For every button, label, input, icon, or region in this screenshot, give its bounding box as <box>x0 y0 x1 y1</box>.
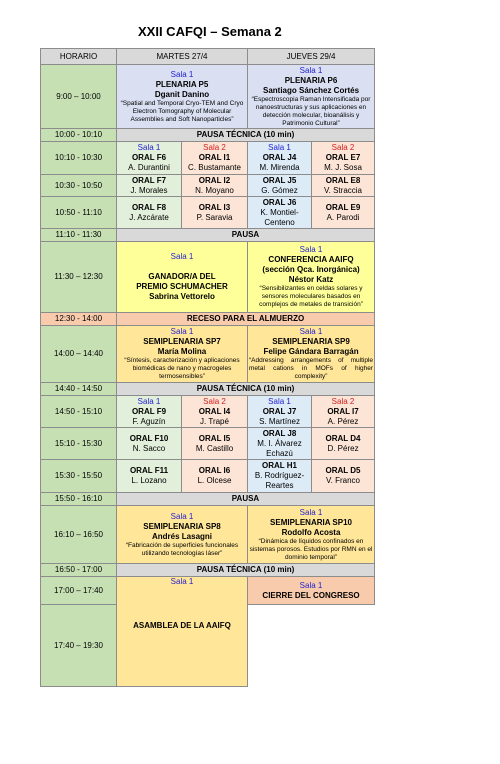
break-cell: PAUSA TÉCNICA (10 min) <box>117 564 375 577</box>
talk-code: ORAL I1 <box>198 153 231 162</box>
oral-cell <box>117 396 182 428</box>
semiplenary-sp7-cell <box>117 326 248 383</box>
plenary-p6-cell <box>248 65 375 129</box>
table-row <box>41 460 375 493</box>
schedule-table <box>40 48 375 687</box>
header-horario: HORARIO <box>41 49 117 65</box>
time-cell: 16:50 - 17:00 <box>41 564 117 577</box>
speaker-name: Felipe Gándara Barragán <box>263 347 359 356</box>
talk-code: ORAL H1 <box>262 461 297 470</box>
session-title: PLENARIA P6 <box>284 75 338 85</box>
talk-code: ORAL E9 <box>325 202 361 212</box>
speaker-name: L. Lozano <box>131 476 167 485</box>
oral-cell <box>117 428 182 460</box>
time-cell: 11:30 – 12:30 <box>41 242 117 313</box>
talk-code: ORAL J8 <box>262 428 297 438</box>
oral-cell <box>117 197 182 229</box>
header-row <box>41 49 375 65</box>
talk-code: ORAL F9 <box>131 406 167 416</box>
time-cell: 17:00 – 17:40 <box>41 577 117 605</box>
time-cell: 9:00 – 10:00 <box>41 65 117 129</box>
empty-cell <box>248 605 375 687</box>
talk-code: ORAL I4 <box>198 406 231 416</box>
table-row <box>41 564 375 577</box>
oral-cell <box>182 175 248 197</box>
time-cell: 10:00 - 10:10 <box>41 129 117 142</box>
aaifq-conference-cell <box>248 242 375 313</box>
speaker-name: María Molina <box>157 347 207 356</box>
talk-code: ORAL D4 <box>325 433 361 443</box>
speaker-name: Néstor Katz <box>288 275 334 284</box>
semiplenary-sp8-cell <box>117 506 248 564</box>
speaker-name: N. Moyano <box>195 185 234 195</box>
plenary-p5-cell <box>117 65 248 129</box>
oral-cell <box>312 142 375 175</box>
session-title: SEMIPLENARIA SP9 <box>272 337 350 346</box>
room-label: Sala 2 <box>203 143 226 152</box>
speaker-name: J. Azcárate <box>129 212 169 222</box>
header-day-1: MARTES 27/4 <box>117 49 248 65</box>
room-label: Sala 1 <box>170 252 194 261</box>
room-label: Sala 1 <box>268 143 291 152</box>
table-row <box>41 506 375 564</box>
speaker-name: M. J. Sosa <box>324 163 362 172</box>
talk-code: ORAL J5 <box>262 175 297 185</box>
speaker-name: M. Mirenda <box>259 163 300 172</box>
assembly-cell <box>117 577 248 687</box>
lunch-cell: RECESO PARA EL ALMUERZO <box>117 313 375 326</box>
oral-cell <box>248 428 312 460</box>
time-cell: 14:50 - 15:10 <box>41 396 117 428</box>
oral-cell <box>312 460 375 493</box>
oral-cell <box>182 396 248 428</box>
time-cell: 15:50 - 16:10 <box>41 493 117 506</box>
session-title: PLENARIA P5 <box>155 79 209 89</box>
talk-title: “Spatial and Temporal Cryo-TEM and Cryo Electron Tomography of Molecular Assemblies and Soft Nanoparticles” <box>120 99 244 123</box>
table-row <box>41 229 375 242</box>
talk-code: ORAL J7 <box>262 406 297 416</box>
table-row <box>41 577 375 605</box>
talk-code: ORAL J6 <box>262 197 297 207</box>
speaker-name: S. Martínez <box>259 416 300 426</box>
page-title: XXII CAFQI – Semana 2 <box>138 24 282 39</box>
room-label: Sala 1 <box>299 65 323 75</box>
speaker-name: N. Sacco <box>132 443 166 453</box>
oral-cell <box>312 175 375 197</box>
speaker-name: G. Gómez <box>261 185 298 195</box>
oral-cell <box>248 460 312 493</box>
time-cell: 15:30 - 15:50 <box>41 460 117 493</box>
talk-title: “Sensibilizantes en celdas solares y sensores moleculares basados en complejos de metales de transición” <box>259 285 363 308</box>
table-row <box>41 129 375 142</box>
room-label: Sala 1 <box>170 511 194 521</box>
speaker-name: Sabrina Vettorelo <box>149 292 215 301</box>
speaker-name: A. Parodi <box>326 212 360 222</box>
time-cell: 10:50 - 11:10 <box>41 197 117 229</box>
talk-code: ORAL F7 <box>131 175 167 185</box>
header-day-2: JUEVES 29/4 <box>248 49 375 65</box>
time-cell: 17:40 – 19:30 <box>41 605 117 687</box>
oral-cell <box>117 175 182 197</box>
session-title: PREMIO SCHUMACHER <box>136 282 228 291</box>
time-cell: 16:10 – 16:50 <box>41 506 117 564</box>
speaker-name: B. Rodríguez-Reartes <box>254 471 305 490</box>
talk-code: ORAL J4 <box>262 153 297 162</box>
oral-cell <box>312 396 375 428</box>
talk-code: ORAL D5 <box>325 466 361 475</box>
semiplenary-sp9-cell <box>248 326 375 383</box>
speaker-name: D. Pérez <box>327 443 359 453</box>
table-row <box>41 396 375 428</box>
time-cell: 11:10 - 11:30 <box>41 229 117 242</box>
talk-title: “Fabricación de superficies funcionales utilizando tecnologías láser” <box>125 541 239 557</box>
speaker-name: J. Trapé <box>200 416 229 426</box>
oral-cell <box>182 197 248 229</box>
oral-cell <box>248 396 312 428</box>
room-label: Sala 1 <box>170 577 194 586</box>
session-title: CONFERENCIA AAIFQ <box>268 255 354 264</box>
time-cell: 10:30 - 10:50 <box>41 175 117 197</box>
talk-code: ORAL I3 <box>198 202 231 212</box>
session-title: SEMIPLENARIA SP10 <box>270 517 352 527</box>
break-cell: PAUSA <box>117 493 375 506</box>
session-title: SEMIPLENARIA SP7 <box>143 337 221 346</box>
table-row <box>41 242 375 313</box>
speaker-name: F. Aguzín <box>132 416 166 426</box>
speaker-name: V. Straccia <box>324 185 362 195</box>
table-row <box>41 383 375 396</box>
talk-code: ORAL E8 <box>325 175 361 185</box>
oral-cell <box>248 175 312 197</box>
speaker-name: V. Franco <box>326 476 360 485</box>
oral-cell <box>248 142 312 175</box>
table-row <box>41 428 375 460</box>
talk-code: ORAL I5 <box>198 433 231 443</box>
speaker-name: Rodolfo Acosta <box>281 527 341 537</box>
oral-cell <box>182 428 248 460</box>
semiplenary-sp10-cell <box>248 506 375 564</box>
room-label: Sala 1 <box>170 327 194 336</box>
talk-title: “Síntesis, caracterización y aplicaciones biomédicas de nano y macrogeles termosensibles” <box>124 357 240 380</box>
break-cell: PAUSA TÉCNICA (10 min) <box>117 383 375 396</box>
speaker-name: C. Bustamante <box>188 163 241 172</box>
talk-code: ORAL F8 <box>131 202 167 212</box>
talk-code: ORAL E7 <box>325 153 361 162</box>
room-label: Sala 1 <box>268 396 291 406</box>
oral-cell <box>117 460 182 493</box>
time-cell: 10:10 - 10:30 <box>41 142 117 175</box>
table-row <box>41 197 375 229</box>
speaker-name: J. Morales <box>130 185 168 195</box>
table-row <box>41 175 375 197</box>
talk-code: ORAL I6 <box>198 466 231 475</box>
speaker-name: M. Castillo <box>195 443 234 453</box>
room-label: Sala 1 <box>299 327 323 336</box>
break-cell: PAUSA <box>117 229 375 242</box>
speaker-name: L. Olcese <box>197 476 232 485</box>
room-label: Sala 1 <box>137 396 161 406</box>
speaker-name: Andrés Lasagni <box>152 531 213 541</box>
table-row <box>41 326 375 383</box>
speaker-name: K. Montiel-Centeno <box>260 207 299 227</box>
room-label: Sala 1 <box>137 143 161 152</box>
talk-code: ORAL F10 <box>129 433 169 443</box>
talk-title: “Espectroscopia Raman Intensificada por nanoestructuras y sus aplicaciones en detección molecular, bioanálisis y Patrimonio Cultural” <box>251 95 371 127</box>
room-label: Sala 2 <box>331 143 355 152</box>
session-title: CIERRE DEL CONGRESO <box>262 590 360 600</box>
talk-code: ORAL I7 <box>327 406 359 416</box>
talk-title: “Addressing arrangements of multiple metal cations in MOFs of higher complexity” <box>249 357 374 380</box>
time-cell: 14:00 – 14:40 <box>41 326 117 383</box>
closing-cell <box>248 577 375 605</box>
room-label: Sala 1 <box>170 69 194 79</box>
speaker-name: M. I. Álvarez Echazú <box>257 438 302 458</box>
session-title: ASAMBLEA DE LA AAIFQ <box>133 621 231 630</box>
room-label: Sala 1 <box>299 580 323 590</box>
table-row <box>41 313 375 326</box>
talk-code: ORAL F6 <box>131 153 167 162</box>
time-cell: 15:10 - 15:30 <box>41 428 117 460</box>
speaker-name: Santiago Sánchez Cortés <box>263 85 360 95</box>
room-label: Sala 1 <box>299 245 323 254</box>
table-row <box>41 493 375 506</box>
talk-code: ORAL I2 <box>198 175 231 185</box>
talk-code: ORAL F11 <box>129 466 169 475</box>
session-title: SEMIPLENARIA SP8 <box>143 521 221 531</box>
room-label: Sala 2 <box>203 396 226 406</box>
table-row <box>41 65 375 129</box>
schumacher-award-cell <box>117 242 248 313</box>
oral-cell <box>182 142 248 175</box>
session-subtitle: (sección Qca. Inorgánica) <box>262 265 360 274</box>
table-row <box>41 142 375 175</box>
oral-cell <box>182 460 248 493</box>
time-cell: 12:30 - 14:00 <box>41 313 117 326</box>
oral-cell <box>312 428 375 460</box>
oral-cell <box>312 197 375 229</box>
oral-cell <box>117 142 182 175</box>
session-title: GANADOR/A DEL <box>148 272 216 281</box>
break-cell: PAUSA TÉCNICA (10 min) <box>117 129 375 142</box>
oral-cell <box>248 197 312 229</box>
talk-title: “Dinámica de líquidos confinados en sistemas porosos. Estudios por RMN en el dominio temporal” <box>249 537 373 561</box>
room-label: Sala 1 <box>299 507 323 517</box>
speaker-name: Dganit Danino <box>154 89 210 99</box>
time-cell: 14:40 - 14:50 <box>41 383 117 396</box>
speaker-name: A. Pérez <box>327 416 359 426</box>
speaker-name: A. Durantini <box>128 163 170 172</box>
room-label: Sala 2 <box>331 396 355 406</box>
speaker-name: P. Saravia <box>196 212 233 222</box>
